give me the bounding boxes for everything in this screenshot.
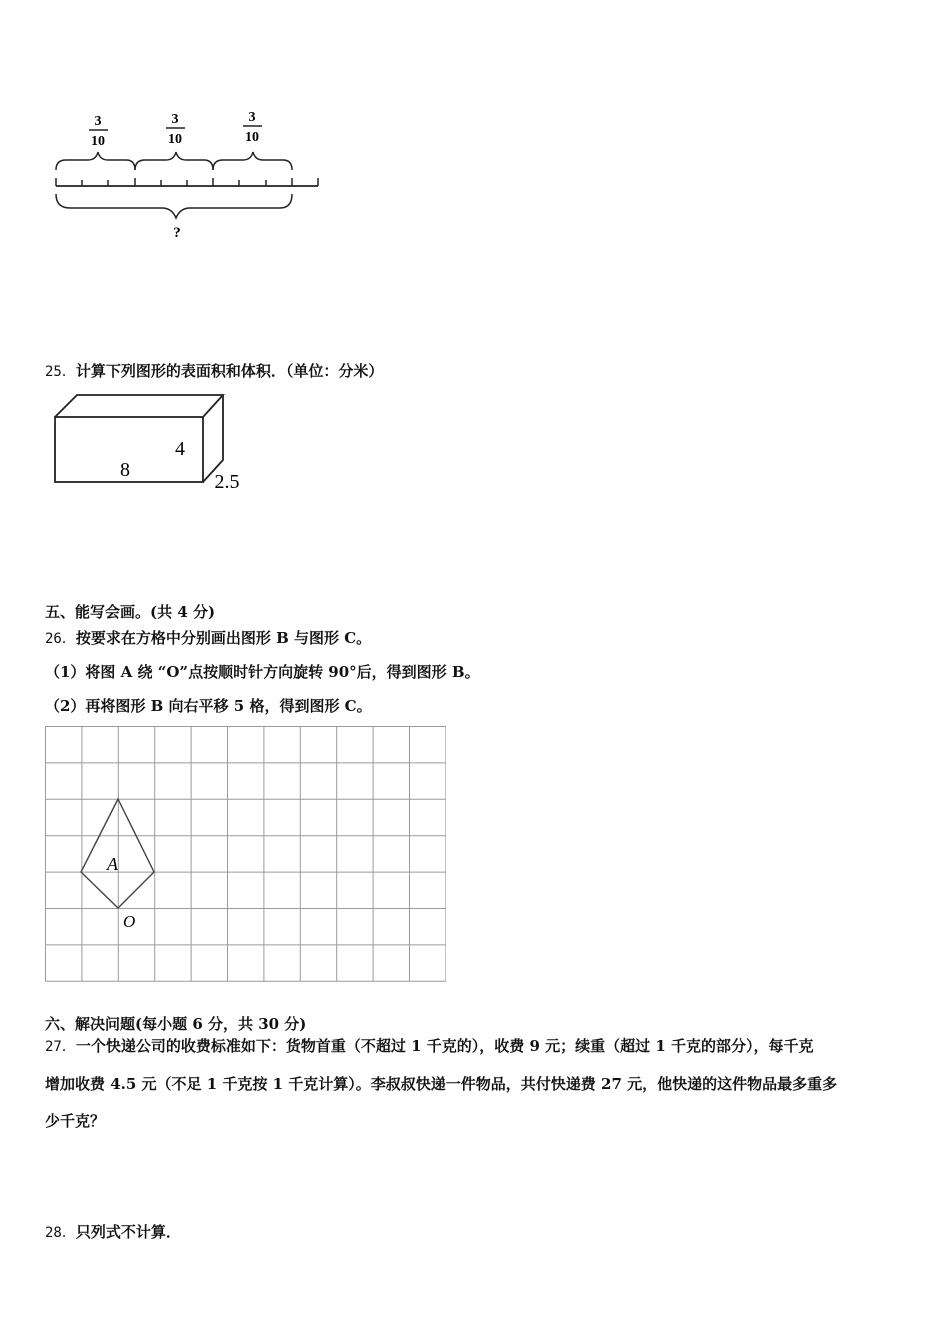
upper-brace-1 xyxy=(56,152,135,170)
question-number: 27． xyxy=(45,1039,76,1055)
question-26-step-2: （2）再将图形 B 向右平移 5 格，得到图形 C。 xyxy=(45,697,372,715)
svg-text:10: 10 xyxy=(245,130,259,145)
svg-text:10: 10 xyxy=(168,132,182,147)
svg-text:3: 3 xyxy=(171,112,179,127)
svg-text:10: 10 xyxy=(91,134,105,149)
fraction-label-3 xyxy=(243,110,262,145)
question-26 xyxy=(45,627,371,648)
fraction-number-line-figure xyxy=(40,100,340,250)
lower-brace xyxy=(56,194,292,218)
grid-lines xyxy=(46,727,446,982)
total-question-mark: ? xyxy=(173,225,181,241)
upper-brace-3 xyxy=(213,152,292,170)
section-5-title: 五、能写会画。(共 4 分) xyxy=(45,603,216,621)
cuboid-figure xyxy=(45,390,265,500)
question-27-line-2: 增加收费 4.5 元（不足 1 千克按 1 千克计算）。李叔叔快递一件物品，共付快递费 27 元，他快递的这件物品最多重多 xyxy=(45,1075,838,1093)
question-28 xyxy=(45,1221,181,1242)
cuboid-height-label: 4 xyxy=(175,438,185,460)
fraction-label-2 xyxy=(166,112,185,147)
question-number: 26． xyxy=(45,631,76,647)
drawing-grid xyxy=(45,726,446,982)
question-number: 28． xyxy=(45,1225,76,1241)
question-25 xyxy=(45,360,383,381)
question-text: 计算下列图形的表面积和体积．（单位：分米） xyxy=(75,362,384,380)
shape-a-label: A xyxy=(107,854,118,874)
number-line-ticks xyxy=(56,178,318,186)
question-27-line-1: 27．一个快递公司的收费标准如下：货物首重（不超过 1 千克的），收费 9 元；续重（超过 1 千克的部分），每千克 xyxy=(45,1037,814,1055)
upper-brace-2 xyxy=(135,152,213,170)
question-27-line-3: 少千克？ xyxy=(45,1112,106,1130)
question-text: 只列式不计算． xyxy=(75,1223,181,1241)
section-6-title: 六、解决问题(每小题 6 分，共 30 分) xyxy=(45,1015,307,1033)
svg-text:3: 3 xyxy=(248,110,256,125)
point-o-label: O xyxy=(123,912,136,931)
fraction-label-1 xyxy=(89,114,108,149)
svg-text:3: 3 xyxy=(94,114,102,129)
question-text: 按要求在方格中分别画出图形 B 与图形 C。 xyxy=(75,629,372,647)
question-27 xyxy=(45,1028,905,1140)
question-number: 25． xyxy=(45,364,76,380)
cuboid-length-label: 8 xyxy=(120,459,130,481)
question-26-step-1: （1）将图 A 绕 “O”点按顺时针方向旋转 90°后，得到图形 B。 xyxy=(45,663,480,681)
cuboid-width-label: 2.5 xyxy=(214,471,240,493)
